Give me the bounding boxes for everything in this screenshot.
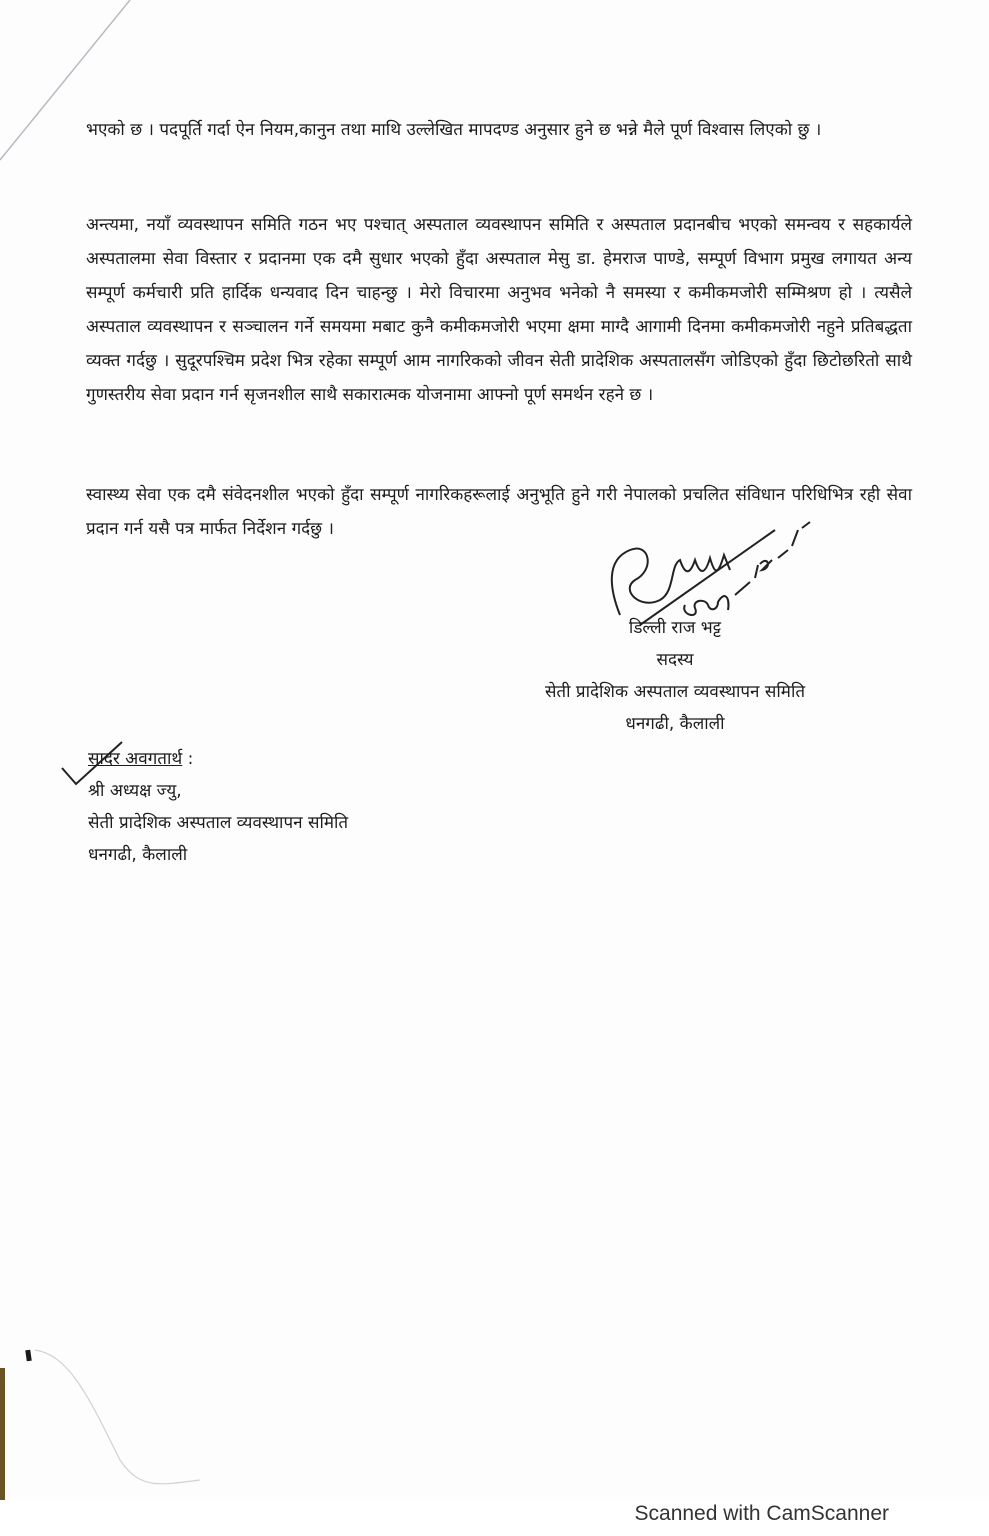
cc-heading: सादर अवगतार्थ — [88, 749, 183, 769]
cc-block — [88, 743, 348, 871]
cc-line-location: धनगढी, कैलाली — [88, 845, 188, 865]
cc-colon: : — [187, 749, 194, 769]
page-edge-shadow — [0, 1368, 5, 1503]
signatory-designation: सदस्य — [656, 650, 694, 670]
signatory-block — [505, 612, 845, 740]
paragraph-1: भएको छ । पदपूर्ति गर्दा ऐन नियम,कानुन तथा माथि उल्लेखित मापदण्ड अनुसार हुने छ भन्ने मैले पूर्ण विश्वास लिएको छु । — [86, 120, 822, 140]
signatory-organization: सेती प्रादेशिक अस्पताल व्यवस्थापन समिति — [544, 682, 806, 702]
paragraph-2: अन्त्यमा, नयाँ व्यवस्थापन समिति गठन भए पश्चात् अस्पताल व्यवस्थापन समिति र अस्पताल प्रदानबीच भएको समन्वय र सहकार्यले अस्पतालमा सेवा विस्तार र प्रदानमा एक दमै सुधार भएको हुँदा अस्पताल मेसु डा. हेमराज पाण्डे, सम्पूर्ण विभाग प्रमुख लगायत अन्य सम्पूर्ण कर्मचारी प्रति हार्दिक धन्यवाद दिन चाहन्छु । मेरो विचारमा अनुभव भनेको नै समस्या र कमीकमजोरी सम्मिश्रण हो । त्यसैले अस्पताल व्यवस्थापन र सञ्चालन गर्ने समयमा मबाट कुनै कमीकमजोरी भएमा क्षमा माग्दै आगामी दिनमा कमीकमजोरी नहुने प्रतिबद्धता व्यक्त गर्दछु । सुदूरपश्चिम प्रदेश भित्र रहेका सम्पूर्ण आम नागरिकको जीवन सेती प्रादेशिक अस्पतालसँग जोडिएको हुँदा छिटोछरितो साथै गुणस्तरीय सेवा प्रदान गर्न सृजनशील साथै सकारात्मक योजनामा आफ्नो पूर्ण समर्थन रहने छ । — [86, 215, 912, 405]
cc-line-organization: सेती प्रादेशिक अस्पताल व्यवस्थापन समिति — [88, 813, 349, 833]
signatory-name: डिल्ली राज भट्ट — [628, 618, 722, 638]
camscanner-watermark: Scanned with CamScanner — [634, 1502, 889, 1525]
paragraph-3: स्वास्थ्य सेवा एक दमै संवेदनशील भएको हुँदा सम्पूर्ण नागरिकहरूलाई अनुभूति हुने गरी नेपालको प्रचलित संविधान परिधिभित्र रही सेवा प्रदान गर्न यसै पत्र मार्फत निर्देशन गर्दछु । — [86, 485, 912, 539]
signatory-location: धनगढी, कैलाली — [625, 714, 725, 734]
cc-line-recipient: श्री अध्यक्ष ज्यु, — [88, 781, 182, 801]
